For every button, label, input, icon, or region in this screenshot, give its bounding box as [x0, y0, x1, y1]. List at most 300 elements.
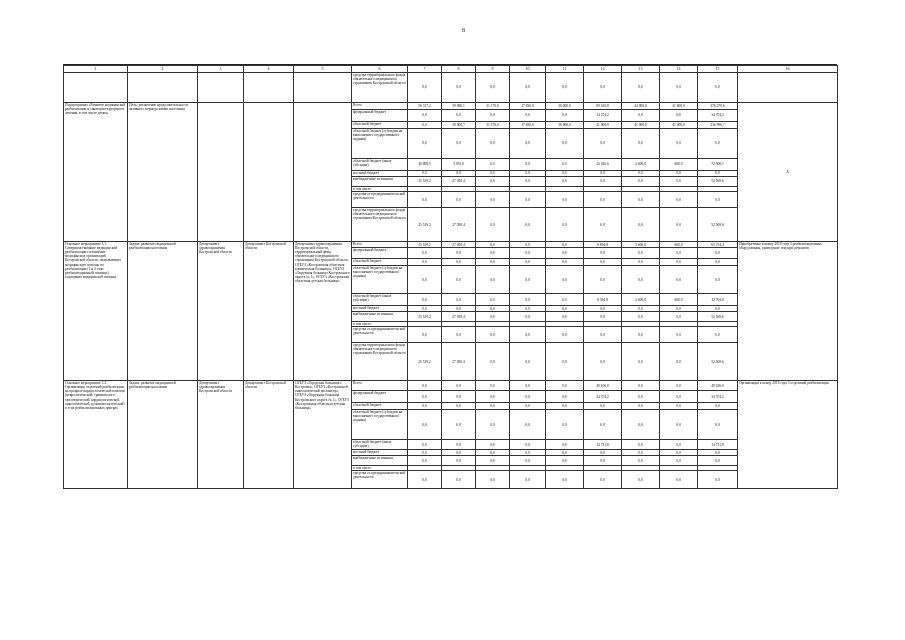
year-value-cell: 0,0: [698, 450, 738, 456]
year-value-cell: 0,0: [408, 73, 442, 103]
year-value-cell: 41 000,0: [622, 122, 660, 129]
year-value-cell: 600,0: [660, 294, 698, 306]
year-value-cell: 0,0: [622, 410, 660, 440]
year-value-cell: 0,0: [622, 129, 660, 159]
year-value-cell: 0,0: [660, 456, 698, 466]
year-value-cell: 0,0: [584, 208, 622, 242]
year-value-cell: 52 569,6: [698, 177, 738, 187]
year-value-cell: 0,0: [510, 471, 546, 489]
year-value-cell: 0,0: [408, 192, 442, 208]
header-cell-12: 12: [584, 66, 622, 73]
year-value-cell: 34 374,2: [698, 391, 738, 403]
year-value-cell: 0,0: [622, 110, 660, 122]
header-cell-1: 1: [64, 66, 128, 73]
year-value-cell: 0,0: [622, 177, 660, 187]
year-value-cell: 0,0: [698, 259, 738, 266]
funding-source-label: в том числе:: [352, 187, 408, 192]
header-cell-10: 10: [510, 66, 546, 73]
year-value-cell: 0,0: [476, 381, 510, 391]
continuation-row: [64, 73, 838, 103]
year-value-cell: 0,0: [660, 450, 698, 456]
year-value-cell: 0,0: [476, 327, 510, 343]
year-value-cell: 0,0: [660, 391, 698, 403]
funding-source-label: внебюджетные источники: [352, 312, 408, 322]
header-cell-14: 14: [660, 66, 698, 73]
funding-source-label: средства от предпринимательской деятельности: [352, 327, 408, 343]
year-value-cell: 0,0: [408, 403, 442, 410]
subprogram-5-goal: Цель: увеличение продолжительности активного периода жизни населения: [128, 103, 198, 242]
year-value-cell: 0,0: [622, 73, 660, 103]
measure-5-1-coexecutor: Департамент Костромской области: [244, 242, 294, 381]
year-value-cell: 0,0: [698, 327, 738, 343]
year-value-cell: 0,0: [546, 177, 584, 187]
year-value-cell: 0,0: [660, 381, 698, 391]
year-value-cell: 36 000,0: [546, 103, 584, 110]
funding-source-label: областной бюджет (субсидии на выполнение государственного задания): [352, 266, 408, 294]
year-value-cell: 0,0: [584, 129, 622, 159]
header-cell-11: 11: [546, 66, 584, 73]
funding-source-label: в том числе:: [352, 466, 408, 471]
year-value-cell: 27 050,4: [442, 312, 476, 322]
funding-source-label: областной бюджет: [352, 259, 408, 266]
year-value-cell: 0,0: [584, 456, 622, 466]
year-value-cell: 376 270,6: [698, 103, 738, 110]
year-value-cell: 0,0: [660, 177, 698, 187]
year-value-cell: 0,0: [442, 327, 476, 343]
year-value-cell: 0,0: [584, 343, 622, 381]
year-value-cell: 0,0: [546, 73, 584, 103]
year-value-cell: 0,0: [442, 306, 476, 312]
header-cell-4: 4: [244, 66, 294, 73]
empty-cell: [198, 73, 244, 103]
year-value-cell: 14 731,8: [698, 440, 738, 450]
year-value-cell: 0,0: [660, 306, 698, 312]
year-value-cell: 0,0: [476, 391, 510, 403]
funding-source-label: федеральный бюджет: [352, 110, 408, 122]
year-value-cell: 0,0: [442, 73, 476, 103]
year-value-cell: 0,0: [510, 391, 546, 403]
year-value-cell: 0,0: [408, 391, 442, 403]
measure-5-2-result: Организация к концу 2018 года 3 отделений реабилитации: [738, 381, 838, 489]
funding-source-label: в том числе:: [352, 322, 408, 327]
subprogram-5-responsible: [198, 103, 244, 242]
year-value-cell: 0,0: [476, 450, 510, 456]
year-value-cell: 0,0: [510, 177, 546, 187]
year-value-cell: 0,0: [546, 471, 584, 489]
funding-source-label: областной бюджет (субсидии на выполнение государственного задания): [352, 129, 408, 159]
year-value-cell: 0,0: [476, 294, 510, 306]
funding-source-label: Всего: [352, 103, 408, 110]
year-value-cell: 0,0: [546, 306, 584, 312]
year-value-cell: 0,0: [698, 73, 738, 103]
year-value-cell: 0,0: [698, 456, 738, 466]
funding-source-label: средства от предпринимательской деятельности: [352, 192, 408, 208]
year-value-cell: 0,0: [622, 471, 660, 489]
year-value-cell: 0,0: [476, 456, 510, 466]
funding-source-label: средства территориального фонда обязательного медицинского страхования Костромской области: [352, 208, 408, 242]
year-value-cell: 0,0: [584, 312, 622, 322]
header-cell-9: 9: [476, 66, 510, 73]
year-value-cell: 0,0: [442, 450, 476, 456]
year-value-cell: 0,0: [660, 327, 698, 343]
year-value-cell: 0,0: [510, 242, 546, 248]
year-value-cell: 12 704,8: [698, 294, 738, 306]
year-value-cell: 34 374,2: [584, 391, 622, 403]
year-value-cell: 0,0: [442, 471, 476, 489]
year-value-cell: 25 519,2: [408, 312, 442, 322]
year-value-cell: 0,0: [476, 266, 510, 294]
year-value-cell: 0,0: [408, 450, 442, 456]
year-value-cell: 59 980,1: [442, 103, 476, 110]
year-value-cell: 34 374,2: [698, 110, 738, 122]
year-value-cell: 0,0: [622, 312, 660, 322]
year-value-cell: 236 996,7: [698, 122, 738, 129]
year-value-cell: 0,0: [442, 266, 476, 294]
year-value-cell: 0,0: [622, 403, 660, 410]
year-value-cell: 0,0: [476, 110, 510, 122]
funding-source-label: федеральный бюджет: [352, 248, 408, 259]
year-value-cell: 0,0: [476, 73, 510, 103]
year-value-cell: 0,0: [476, 471, 510, 489]
year-value-cell: 0,0: [476, 306, 510, 312]
year-value-cell: 0,0: [408, 456, 442, 466]
year-value-cell: 0,0: [584, 73, 622, 103]
year-value-cell: 0,0: [546, 456, 584, 466]
year-value-cell: 0,0: [698, 129, 738, 159]
year-value-cell: 0,0: [476, 171, 510, 177]
year-value-cell: 52 569,6: [698, 312, 738, 322]
year-value-cell: 17 830,0: [510, 122, 546, 129]
subprogram-5-name: Подпрограмма «Развитие медицинской реабилитации и санаторно-курортного лечения, в том числе детям»: [64, 103, 128, 242]
year-value-cell: 0,0: [476, 248, 510, 259]
year-value-cell: 6 894,8: [584, 242, 622, 248]
empty-cell: [244, 73, 294, 103]
year-value-cell: 3 600,0: [622, 294, 660, 306]
year-value-cell: 0,0: [660, 171, 698, 177]
year-value-cell: 0,0: [476, 177, 510, 187]
year-value-cell: 0,0: [584, 259, 622, 266]
year-value-cell: 0,0: [408, 294, 442, 306]
measure-5-1-name: Основное мероприятие 5.1. Совершенствование медицинской реабилитации (оснащение медицинских организаций Костромской области, оказывающих медицинскую помощь по реабилитации (1 и 2 этап реабилитационной помощи), оснащение медицинской помощи: [64, 242, 128, 381]
funding-source-label: областной бюджет: [352, 122, 408, 129]
header-cell-5: 5: [294, 66, 352, 73]
year-value-cell: 0,0: [476, 129, 510, 159]
year-value-cell: 0,0: [660, 259, 698, 266]
year-value-cell: 40 808,5: [408, 159, 442, 171]
year-value-cell: 0,0: [442, 248, 476, 259]
year-value-cell: 31 170,0: [476, 103, 510, 110]
year-value-cell: 72 300,1: [698, 159, 738, 171]
year-value-cell: 0,0: [546, 294, 584, 306]
year-value-cell: 0,0: [476, 312, 510, 322]
year-value-cell: 56 317,2: [408, 103, 442, 110]
header-cell-16: 16: [738, 66, 838, 73]
year-value-cell: 0,0: [476, 403, 510, 410]
year-value-cell: 89 610,8: [584, 103, 622, 110]
year-value-cell: 0,0: [622, 259, 660, 266]
year-value-cell: 0,0: [408, 381, 442, 391]
year-value-cell: 0,0: [510, 110, 546, 122]
header-cell-2: 2: [128, 66, 198, 73]
year-value-cell: 0,0: [408, 259, 442, 266]
budget-table-sheet: [63, 64, 837, 489]
funding-source-label: областной бюджет (субсидии на выполнение государственного задания): [352, 410, 408, 440]
year-value-cell: 0,0: [476, 410, 510, 440]
year-value-cell: 25 519,2: [408, 208, 442, 242]
year-value-cell: 0,0: [442, 129, 476, 159]
measure-5-2-goal: Задача: развитие медицинской реабилитации населения: [128, 381, 198, 489]
year-value-cell: 0,0: [546, 343, 584, 381]
year-value-cell: 0,0: [510, 440, 546, 450]
year-value-cell: 0,0: [408, 306, 442, 312]
year-value-cell: 0,0: [408, 266, 442, 294]
funding-source-label: средства от предпринимательской деятельности: [352, 471, 408, 489]
year-value-cell: 0,0: [660, 192, 698, 208]
year-value-cell: 49 106,0: [584, 381, 622, 391]
year-value-cell: 0,0: [510, 410, 546, 440]
year-value-cell: 0,0: [408, 327, 442, 343]
year-value-cell: 0,0: [546, 327, 584, 343]
year-value-cell: 0,0: [546, 110, 584, 122]
year-value-cell: 27 050,4: [442, 177, 476, 187]
funding-source-label: Всего: [352, 381, 408, 391]
subprogram-5-result: Х: [738, 103, 838, 242]
year-value-cell: 0,0: [584, 171, 622, 177]
funding-source-label: областной бюджет (иные субсидии): [352, 440, 408, 450]
year-value-cell: 0,0: [546, 403, 584, 410]
year-value-cell: 0,0: [510, 248, 546, 259]
year-value-cell: 0,0: [698, 306, 738, 312]
year-value-cell: 0,0: [442, 259, 476, 266]
year-value-cell: 0,0: [510, 450, 546, 456]
year-value-cell: 0,0: [408, 110, 442, 122]
year-value-cell: 0,0: [584, 306, 622, 312]
year-value-cell: 0,0: [546, 242, 584, 248]
year-value-cell: 0,0: [622, 327, 660, 343]
year-value-cell: 23 436,6: [584, 159, 622, 171]
year-value-cell: 0,0: [698, 266, 738, 294]
year-value-cell: 0,0: [622, 450, 660, 456]
year-value-cell: 0,0: [660, 471, 698, 489]
year-value-cell: 0,0: [476, 242, 510, 248]
year-value-cell: 0,0: [660, 403, 698, 410]
year-value-cell: 0,0: [442, 456, 476, 466]
year-value-cell: 41 000,0: [660, 122, 698, 129]
header-cell-6: 6: [352, 66, 408, 73]
year-value-cell: 600,0: [660, 242, 698, 248]
funding-source-label: средства территориального фонда обязательного медицинского страхования Костромской области: [352, 343, 408, 381]
funding-source-label: внебюджетные источники: [352, 177, 408, 187]
year-value-cell: 0,0: [510, 343, 546, 381]
measure-5-2-coexecutor: Департамент Костромской области: [244, 381, 294, 489]
year-value-cell: 0,0: [622, 456, 660, 466]
year-value-cell: 0,0: [698, 248, 738, 259]
year-value-cell: 0,0: [510, 208, 546, 242]
empty-cell: [128, 73, 198, 103]
year-value-cell: 44 800,0: [622, 103, 660, 110]
year-value-cell: 0,0: [660, 343, 698, 381]
year-value-cell: 0,0: [660, 266, 698, 294]
year-value-cell: 0,0: [584, 403, 622, 410]
year-value-cell: 0,0: [442, 294, 476, 306]
year-value-cell: 0,0: [698, 471, 738, 489]
year-value-cell: 0,0: [584, 266, 622, 294]
year-value-cell: 0,0: [510, 294, 546, 306]
year-value-cell: 0,0: [622, 343, 660, 381]
year-value-cell: 0,0: [546, 171, 584, 177]
year-value-cell: 0,0: [546, 266, 584, 294]
year-value-cell: 17 830,0: [510, 103, 546, 110]
measure-5-1-result: Приобретение к концу 2019 года 3 реабилитационных оборудования, проведение текущих ремонтов: [738, 242, 838, 381]
measure-5-2-participants: ОГБУЗ «Городская больница г. Костромы», ОГБУЗ «Костромской онкологический диспансер», ОГБУЗ «Окружная больница Костромского округа № 1», ОГБУЗ «Костромская областная детская больница»: [294, 381, 352, 489]
year-value-cell: 0,0: [442, 110, 476, 122]
year-value-cell: 0,0: [622, 391, 660, 403]
year-value-cell: 0,0: [698, 171, 738, 177]
year-value-cell: 25 519,2: [408, 343, 442, 381]
year-value-cell: 0,0: [442, 381, 476, 391]
funding-source-label: областной бюджет (иные субсидии): [352, 294, 408, 306]
year-value-cell: 0,0: [408, 122, 442, 129]
year-value-cell: 14 731,8: [584, 440, 622, 450]
year-value-cell: 0,0: [546, 259, 584, 266]
empty-cell: [64, 73, 128, 103]
year-value-cell: 0,0: [622, 192, 660, 208]
funding-source-label: местный бюджет: [352, 450, 408, 456]
year-value-cell: 27 050,4: [442, 208, 476, 242]
year-value-cell: 41 600,0: [660, 103, 698, 110]
header-cell-13: 13: [622, 66, 660, 73]
header-row: [64, 66, 838, 73]
year-value-cell: 0,0: [584, 450, 622, 456]
year-value-cell: 0,0: [698, 410, 738, 440]
subprogram-5-participants: [294, 103, 352, 242]
funding-source-label: областной бюджет: [352, 403, 408, 410]
year-value-cell: 52 569,6: [698, 343, 738, 381]
year-value-cell: 3 955,0: [442, 159, 476, 171]
funding-source-label: местный бюджет: [352, 171, 408, 177]
year-value-cell: 0,0: [510, 381, 546, 391]
year-value-cell: 3 600,0: [622, 159, 660, 171]
year-value-cell: 0,0: [660, 248, 698, 259]
year-value-cell: 0,0: [622, 266, 660, 294]
header-cell-15: 15: [698, 66, 738, 73]
year-value-cell: 0,0: [660, 410, 698, 440]
year-value-cell: 0,0: [546, 440, 584, 450]
funding-source-label: местный бюджет: [352, 306, 408, 312]
empty-cell: [738, 73, 838, 103]
year-value-cell: 0,0: [546, 192, 584, 208]
year-value-cell: 0,0: [546, 159, 584, 171]
year-value-cell: 0,0: [622, 208, 660, 242]
year-value-cell: 25 519,2: [408, 177, 442, 187]
measure-5-1-participants: Департамент здравоохранения Костромской области, территориальный фонд обязательного медицинского страхования Костромской области, ОГБУЗ «Костромская областная клиническая больница», ОГБУЗ «Окружная больница Костромского округа № 1», ОГБУЗ «Костромская областная детская больница»: [294, 242, 352, 381]
measure-5-1-responsible: Департамент здравоохранения Костромской области: [198, 242, 244, 381]
year-value-cell: 0,0: [442, 410, 476, 440]
funding-source-label: федеральный бюджет: [352, 391, 408, 403]
year-value-cell: 0,0: [660, 129, 698, 159]
year-value-cell: 0,0: [510, 266, 546, 294]
year-value-cell: 0,0: [622, 171, 660, 177]
measure-5-2-row: [64, 381, 838, 391]
empty-cell: [294, 73, 352, 103]
year-value-cell: 0,0: [660, 208, 698, 242]
year-value-cell: 0,0: [622, 440, 660, 450]
year-value-cell: 0,0: [584, 327, 622, 343]
subprogram-5-coexecutor: [244, 103, 294, 242]
measure-5-2-name: Основное мероприятие 5.2. Организация отделений реабилитации на профиле кардиологической помощи (неврологической, травматолого-ортопедической, кардиологической, онкологической, пульмонологической) в этих реабилитационных центрах: [64, 381, 128, 489]
year-value-cell: 0,0: [510, 456, 546, 466]
year-value-cell: 0,0: [660, 73, 698, 103]
year-value-cell: 0,0: [476, 159, 510, 171]
year-value-cell: 0,0: [408, 248, 442, 259]
year-value-cell: 0,0: [510, 306, 546, 312]
year-value-cell: 0,0: [622, 381, 660, 391]
year-value-cell: 27 050,4: [442, 242, 476, 248]
year-value-cell: 27 050,4: [442, 343, 476, 381]
year-value-cell: 29 000,7: [442, 122, 476, 129]
funding-source-label: областной бюджет (иные субсидии): [352, 159, 408, 171]
year-value-cell: 0,0: [442, 440, 476, 450]
year-value-cell: 0,0: [510, 259, 546, 266]
year-value-cell: 0,0: [476, 343, 510, 381]
funding-source-label: Всего: [352, 242, 408, 248]
year-value-cell: 0,0: [546, 208, 584, 242]
budget-table: [63, 65, 838, 489]
year-value-cell: 0,0: [584, 177, 622, 187]
year-value-cell: 0,0: [660, 110, 698, 122]
year-value-cell: 0,0: [442, 192, 476, 208]
year-value-cell: 52 569,6: [698, 208, 738, 242]
year-value-cell: 3 600,0: [622, 242, 660, 248]
year-value-cell: 0,0: [510, 171, 546, 177]
header-cell-8: 8: [442, 66, 476, 73]
year-value-cell: 0,0: [476, 440, 510, 450]
year-value-cell: 0,0: [510, 327, 546, 343]
funding-source-label: средства территориального фонда обязательного медицинского страхования Костромской области: [352, 73, 408, 103]
year-value-cell: 0,0: [442, 403, 476, 410]
year-value-cell: 63 274,4: [698, 242, 738, 248]
header-cell-7: 7: [408, 66, 442, 73]
year-value-cell: 600,0: [660, 159, 698, 171]
page-number: 8: [462, 28, 465, 34]
year-value-cell: 0,0: [442, 171, 476, 177]
year-value-cell: 36 000,0: [546, 122, 584, 129]
year-value-cell: 0,0: [546, 129, 584, 159]
year-value-cell: 0,0: [622, 248, 660, 259]
funding-source-label: внебюджетные источники: [352, 456, 408, 466]
year-value-cell: 8 394,8: [584, 294, 622, 306]
year-value-cell: 0,0: [546, 450, 584, 456]
year-value-cell: 0,0: [408, 129, 442, 159]
measure-5-1-goal: Задача: развитие медицинской реабилитации населения: [128, 242, 198, 381]
year-value-cell: 0,0: [546, 381, 584, 391]
year-value-cell: 0,0: [408, 471, 442, 489]
year-value-cell: 0,0: [408, 410, 442, 440]
year-value-cell: 49 106,0: [698, 381, 738, 391]
year-value-cell: 0,0: [660, 312, 698, 322]
year-value-cell: 34 374,2: [584, 110, 622, 122]
year-value-cell: 0,0: [546, 391, 584, 403]
year-value-cell: 0,0: [442, 391, 476, 403]
year-value-cell: 0,0: [584, 248, 622, 259]
subprogram-5-row: [64, 103, 838, 110]
year-value-cell: 0,0: [660, 440, 698, 450]
year-value-cell: 0,0: [476, 192, 510, 208]
measure-5-2-responsible: Департамент здравоохранения Костромской области: [198, 381, 244, 489]
year-value-cell: 0,0: [408, 440, 442, 450]
year-value-cell: 0,0: [584, 471, 622, 489]
year-value-cell: 41 000,0: [584, 122, 622, 129]
